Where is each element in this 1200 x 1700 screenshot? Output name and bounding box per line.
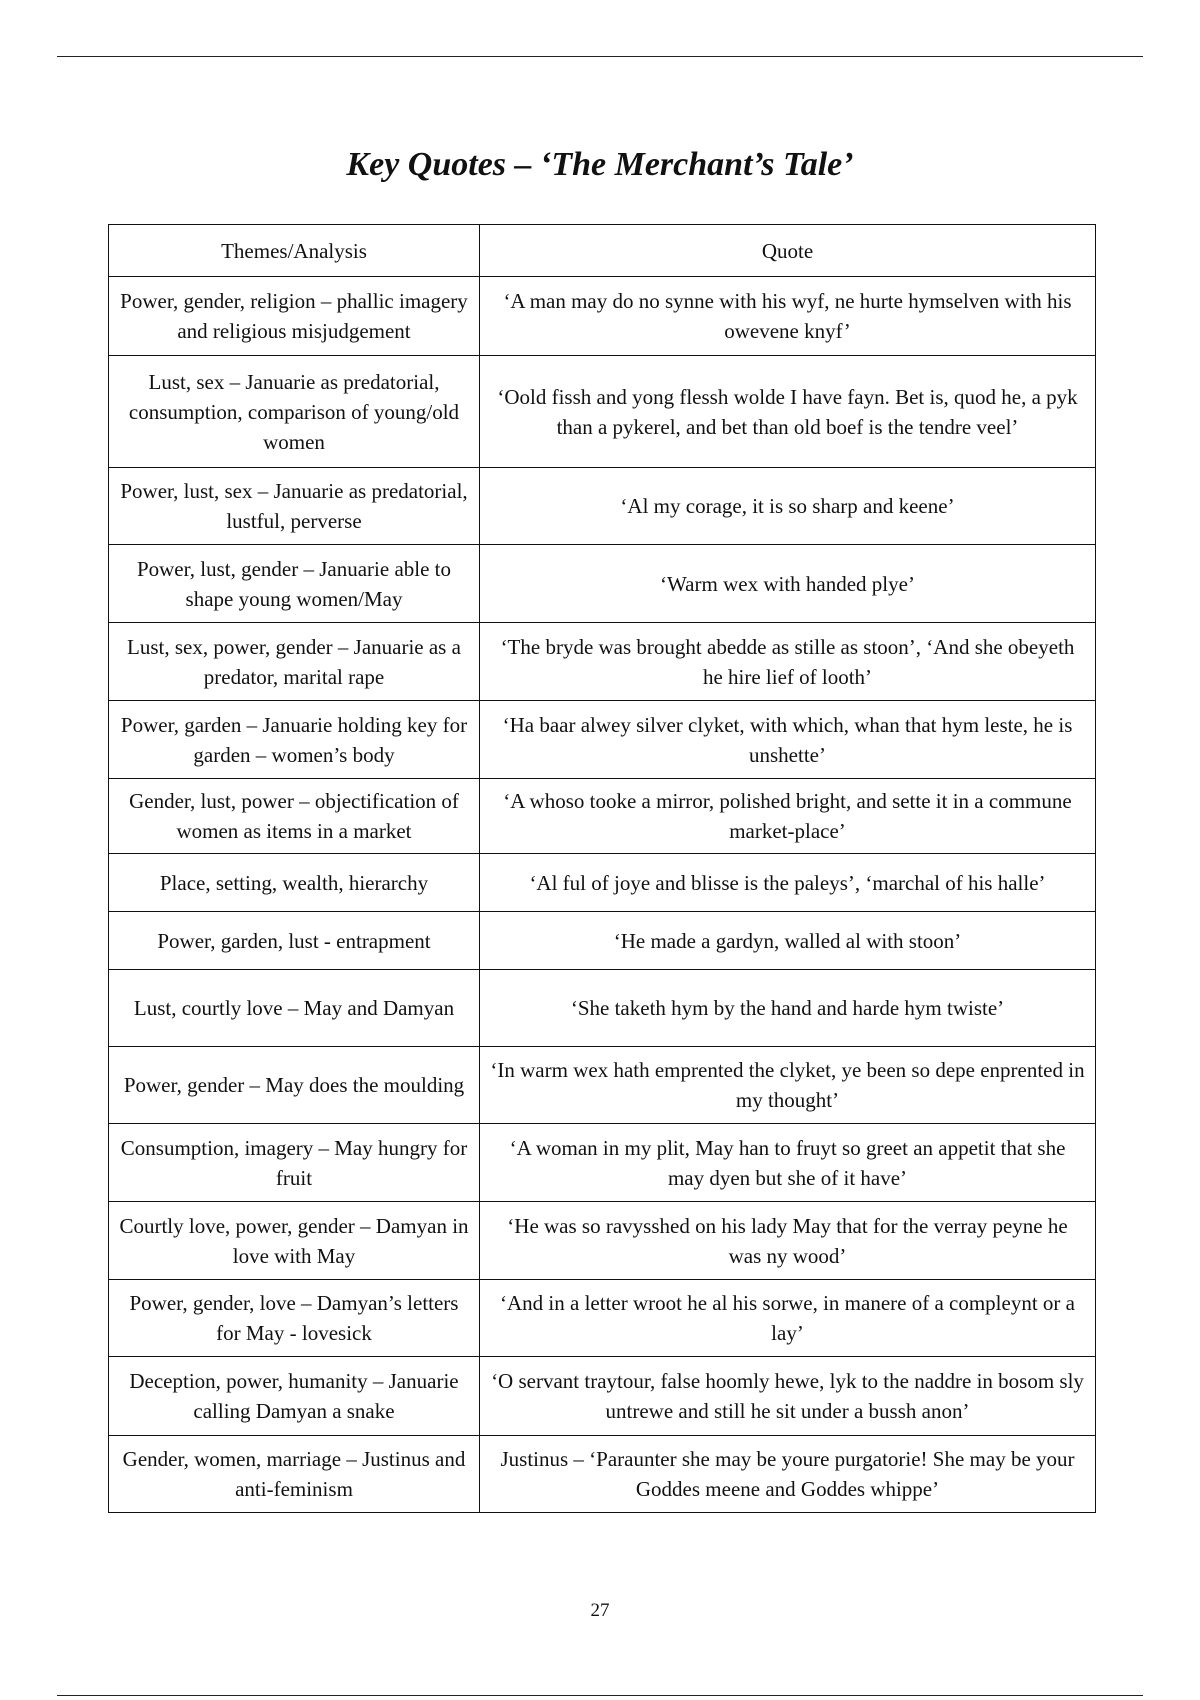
page-title: Key Quotes – ‘The Merchant’s Tale’ — [346, 146, 854, 183]
quote-cell: ‘A whoso tooke a mirror, polished bright, and sette it in a commune market-place’ — [480, 779, 1096, 854]
theme-cell: Power, gender – May does the moulding — [109, 1047, 480, 1124]
theme-cell: Gender, women, marriage – Justinus and anti-feminism — [109, 1436, 480, 1513]
table-row — [109, 701, 1096, 779]
quote-cell: ‘Warm wex with handed plye’ — [480, 545, 1096, 623]
quote-cell: ‘O servant traytour, false hoomly hewe, lyk to the naddre in bosom sly untrewe and still he sit under a bussh anon’ — [480, 1357, 1096, 1436]
table-row — [109, 1280, 1096, 1357]
table-row — [109, 970, 1096, 1047]
theme-cell: Power, lust, sex – Januarie as predatorial, lustful, perverse — [109, 468, 480, 545]
quote-cell: ‘And in a letter wroot he al his sorwe, in manere of a compleynt or a lay’ — [480, 1280, 1096, 1357]
top-rule — [57, 56, 1143, 57]
theme-cell: Power, gender, religion – phallic imagery and religious misjudgement — [109, 277, 480, 356]
theme-cell: Power, lust, gender – Januarie able to shape young women/May — [109, 545, 480, 623]
table-row — [109, 356, 1096, 468]
quote-cell: ‘Al my corage, it is so sharp and keene’ — [480, 468, 1096, 545]
header-quote: Quote — [480, 225, 1096, 277]
theme-cell: Deception, power, humanity – Januarie calling Damyan a snake — [109, 1357, 480, 1436]
quote-cell: ‘The bryde was brought abedde as stille as stoon’, ‘And she obeyeth he hire lief of looth’ — [480, 623, 1096, 701]
theme-cell: Place, setting, wealth, hierarchy — [109, 854, 480, 912]
page-number: 27 — [590, 1600, 610, 1621]
quote-cell: ‘Al ful of joye and blisse is the paleys’, ‘marchal of his halle’ — [480, 854, 1096, 912]
table-header-row — [109, 225, 1096, 277]
table-row — [109, 1436, 1096, 1513]
table-row — [109, 1202, 1096, 1280]
table-row — [109, 545, 1096, 623]
quote-cell: ‘A man may do no synne with his wyf, ne hurte hymselven with his owevene knyf’ — [480, 277, 1096, 356]
quote-cell: ‘Ha baar alwey silver clyket, with which, whan that hym leste, he is unshette’ — [480, 701, 1096, 779]
quote-cell: ‘A woman in my plit, May han to fruyt so greet an appetit that she may dyen but she of it have’ — [480, 1124, 1096, 1202]
theme-cell: Power, gender, love – Damyan’s letters for May - lovesick — [109, 1280, 480, 1357]
table-body — [109, 277, 1096, 1513]
table-row — [109, 912, 1096, 970]
table-row — [109, 623, 1096, 701]
theme-cell: Gender, lust, power – objectification of women as items in a market — [109, 779, 480, 854]
table-row — [109, 1047, 1096, 1124]
theme-cell: Power, garden – Januarie holding key for garden – women’s body — [109, 701, 480, 779]
table-row — [109, 1357, 1096, 1436]
theme-cell: Lust, courtly love – May and Damyan — [109, 970, 480, 1047]
key-quotes-table — [108, 224, 1096, 1513]
theme-cell: Consumption, imagery – May hungry for fruit — [109, 1124, 480, 1202]
quote-cell: ‘Oold fissh and yong flessh wolde I have fayn. Bet is, quod he, a pyk than a pykerel, and bet than old boef is the tendre veel’ — [480, 356, 1096, 468]
quote-cell: Justinus – ‘Paraunter she may be youre purgatorie! She may be your Goddes meene and Goddes whippe’ — [480, 1436, 1096, 1513]
theme-cell: Power, garden, lust - entrapment — [109, 912, 480, 970]
table-row — [109, 854, 1096, 912]
quote-cell: ‘He was so ravysshed on his lady May that for the verray peyne he was ny wood’ — [480, 1202, 1096, 1280]
table-row — [109, 1124, 1096, 1202]
bottom-rule — [57, 1695, 1143, 1696]
quote-cell: ‘In warm wex hath emprented the clyket, ye been so depe enprented in my thought’ — [480, 1047, 1096, 1124]
table-row — [109, 277, 1096, 356]
quote-cell: ‘He made a gardyn, walled al with stoon’ — [480, 912, 1096, 970]
theme-cell: Lust, sex, power, gender – Januarie as a predator, marital rape — [109, 623, 480, 701]
header-themes: Themes/Analysis — [109, 225, 480, 277]
quote-cell: ‘She taketh hym by the hand and harde hym twiste’ — [480, 970, 1096, 1047]
theme-cell: Courtly love, power, gender – Damyan in love with May — [109, 1202, 480, 1280]
table-row — [109, 468, 1096, 545]
table-row — [109, 779, 1096, 854]
theme-cell: Lust, sex – Januarie as predatorial, consumption, comparison of young/old women — [109, 356, 480, 468]
